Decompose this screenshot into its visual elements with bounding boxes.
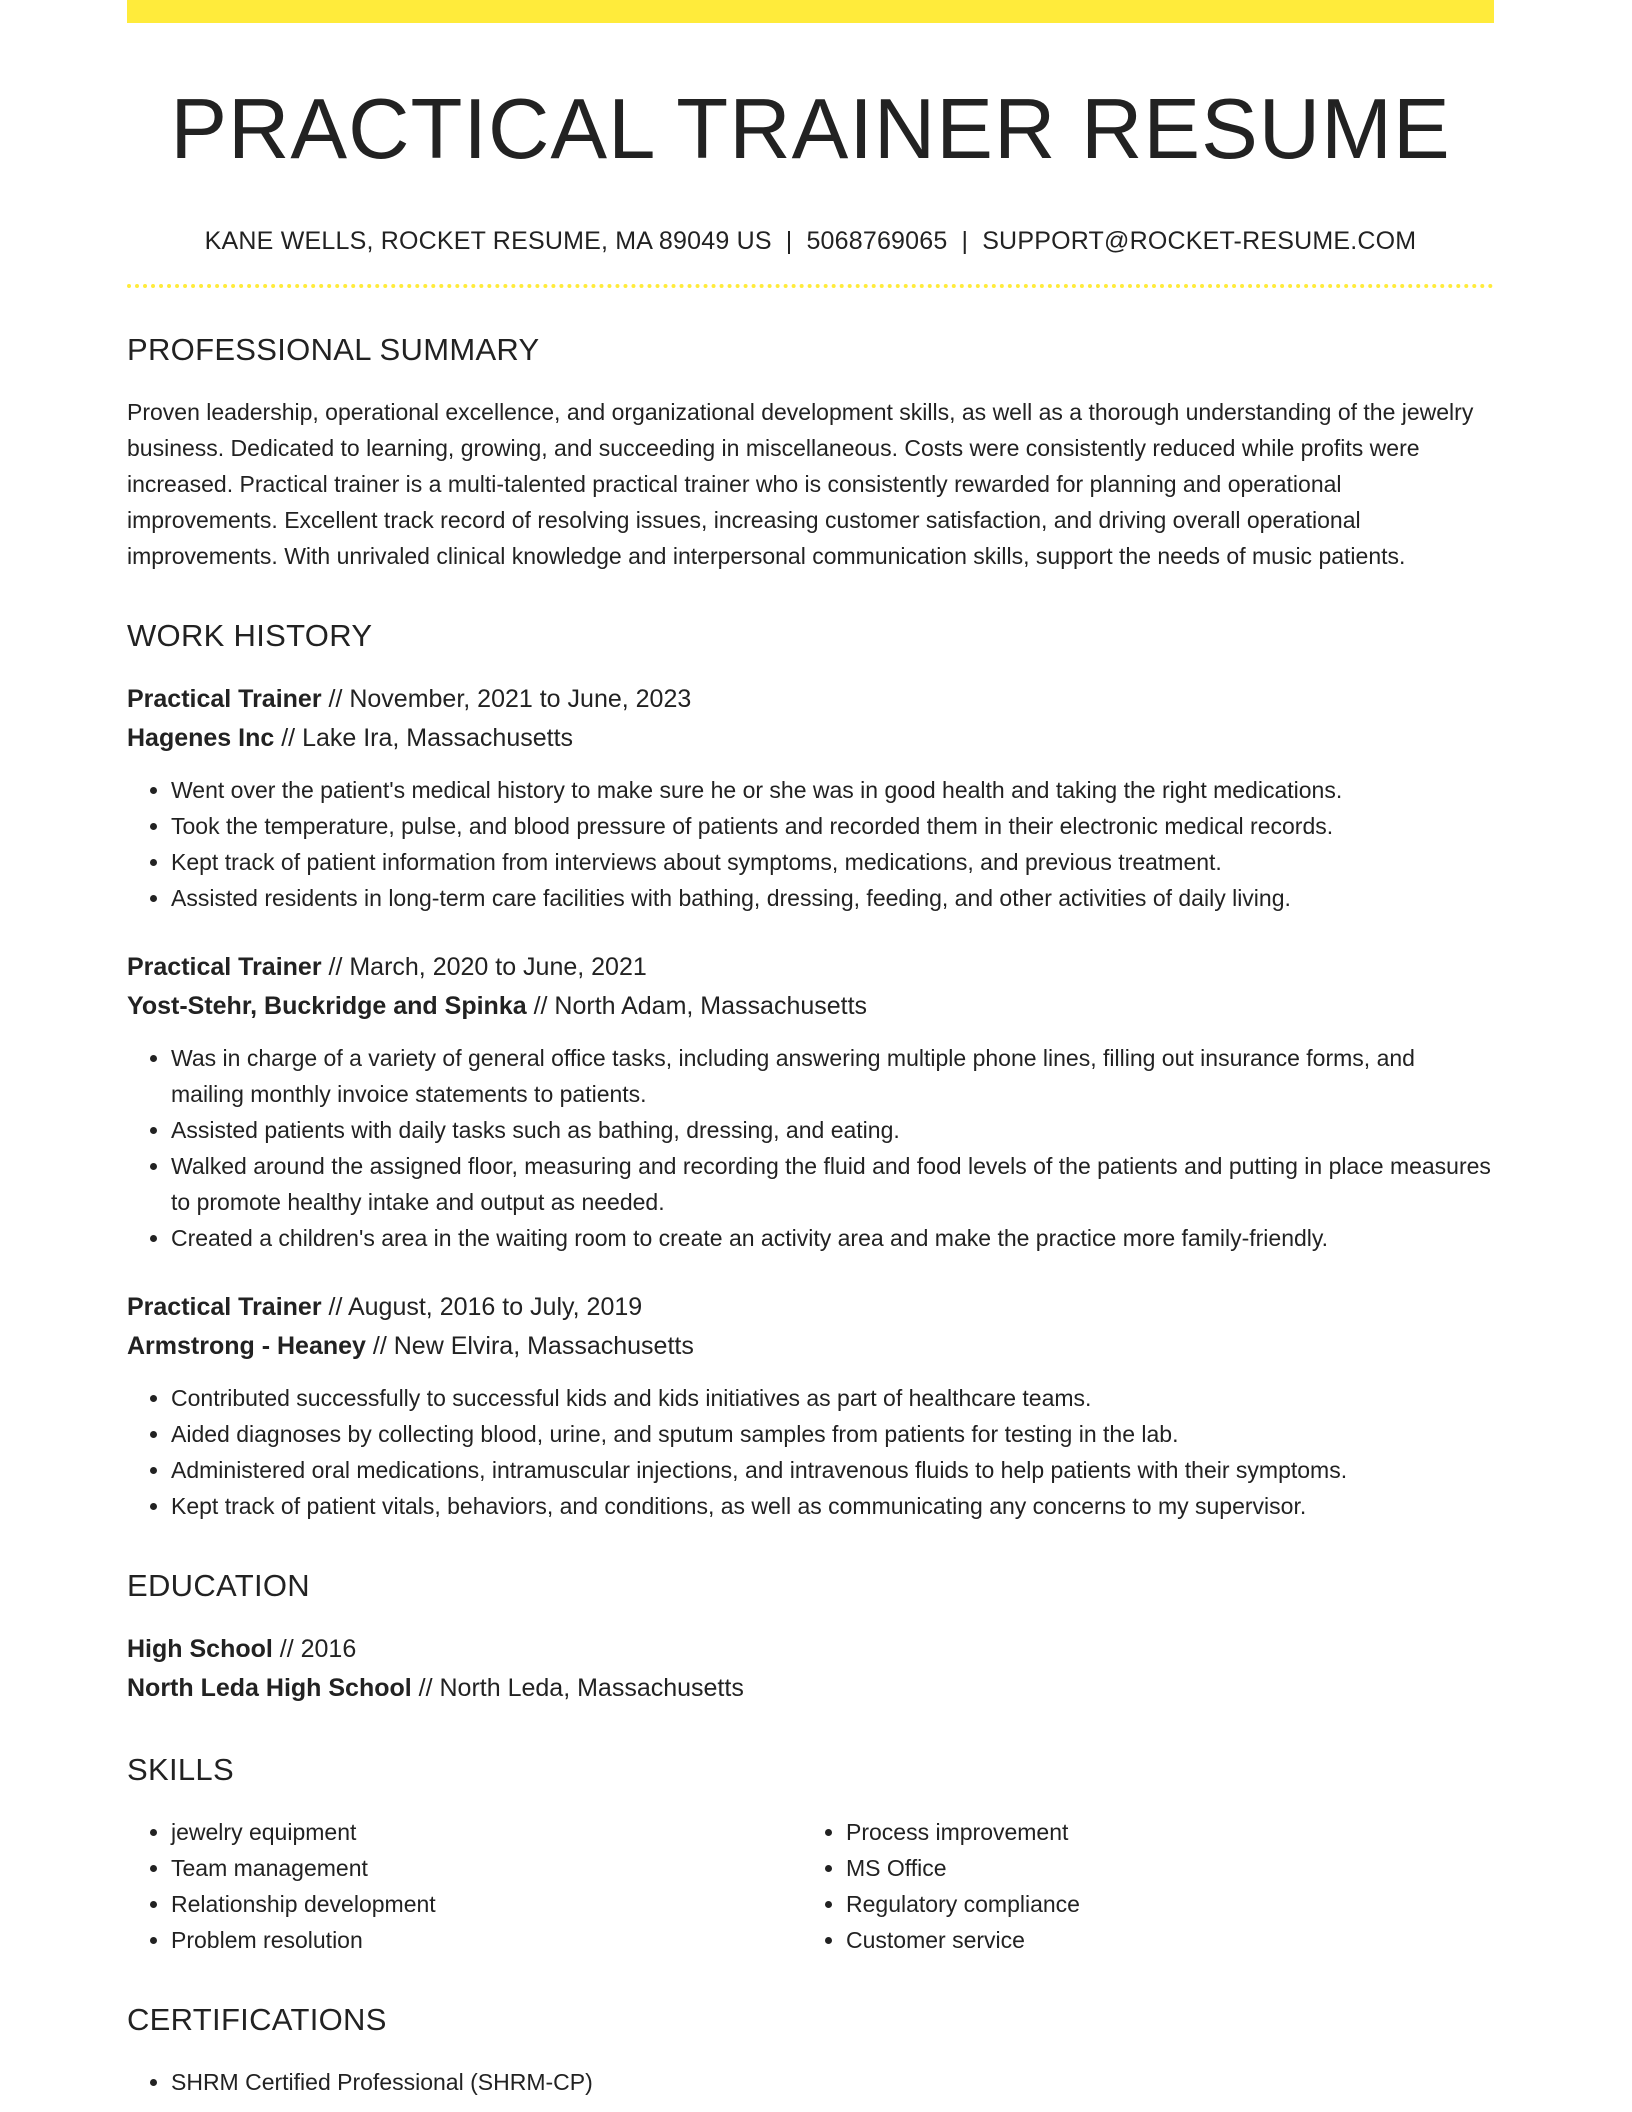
job-company: Armstrong - Heaney bbox=[127, 1331, 366, 1360]
job-company-line bbox=[127, 1327, 1494, 1366]
skill-item: • MS Office bbox=[846, 1850, 1477, 1886]
education-year: // 2016 bbox=[272, 1634, 357, 1663]
education-school-line bbox=[127, 1669, 1494, 1708]
job-bullets bbox=[127, 772, 1494, 916]
contact-separator: | bbox=[785, 226, 793, 255]
certifications-section bbox=[127, 2002, 1494, 2100]
work-history-section bbox=[127, 618, 1494, 1524]
job-title: Practical Trainer bbox=[127, 952, 322, 981]
skill-item: • Problem resolution bbox=[171, 1922, 802, 1958]
job-company-line bbox=[127, 719, 1494, 758]
resume-title: PRACTICAL TRAINER RESUME bbox=[170, 82, 1451, 177]
education-heading: EDUCATION bbox=[127, 1567, 310, 1603]
list-item: • Contributed successfully to successful kids and kids initiatives as part of healthcare teams. bbox=[171, 1380, 1494, 1416]
contact-separator: | bbox=[961, 226, 969, 255]
job-dates: // November, 2021 to June, 2023 bbox=[321, 684, 692, 713]
job-title-line bbox=[127, 680, 1494, 719]
certification-item: • SHRM Certified Professional (SHRM-CP) bbox=[171, 2064, 1494, 2100]
list-item: • Assisted residents in long-term care facilities with bathing, dressing, feeding, and other activities of daily living. bbox=[171, 880, 1494, 916]
skills-list-right bbox=[802, 1814, 1477, 1958]
job-bullets bbox=[127, 1040, 1494, 1256]
education-degree-line bbox=[127, 1630, 1494, 1669]
education-degree: High School bbox=[127, 1634, 273, 1663]
skills-list-left bbox=[127, 1814, 802, 1958]
skills-heading: SKILLS bbox=[127, 1751, 234, 1787]
education-location: // North Leda, Massachusetts bbox=[411, 1673, 744, 1702]
job-location: // New Elvira, Massachusetts bbox=[365, 1331, 694, 1360]
job-company: Hagenes Inc bbox=[127, 723, 275, 752]
summary-heading: PROFESSIONAL SUMMARY bbox=[127, 331, 540, 367]
job-bullets bbox=[127, 1380, 1494, 1524]
contact-line bbox=[127, 227, 1494, 256]
dotted-divider bbox=[127, 284, 1494, 288]
summary-text: Proven leadership, operational excellence, and organizational development skills, as well as a thorough understanding of the jewelry business. Dedicated to learning, growing, and succeeding in miscellaneous. Costs were consistently reduced while profits were increased. Practical trainer is a multi-talented practical trainer who is consistently rewarded for planning and operational improvements. Excellent track record of resolving issues, increasing customer satisfaction, and driving overall operational improvements. With unrivaled clinical knowledge and interpersonal communication skills, support the needs of music patients. bbox=[127, 398, 1474, 569]
skill-item: • jewelry equipment bbox=[171, 1814, 802, 1850]
summary-section bbox=[127, 332, 1494, 574]
skill-item: • Regulatory compliance bbox=[846, 1886, 1477, 1922]
top-accent-bar bbox=[127, 0, 1494, 23]
job-location: // North Adam, Massachusetts bbox=[526, 991, 868, 1020]
list-item: • Was in charge of a variety of general office tasks, including answering multiple phone lines, filling out insurance forms, and mailing monthly invoice statements to patients. bbox=[171, 1040, 1494, 1112]
job-entry bbox=[127, 680, 1494, 916]
job-dates: // March, 2020 to June, 2021 bbox=[321, 952, 647, 981]
skill-item: • Process improvement bbox=[846, 1814, 1477, 1850]
job-dates: // August, 2016 to July, 2019 bbox=[321, 1292, 643, 1321]
contact-address: KANE WELLS, ROCKET RESUME, MA 89049 US bbox=[204, 226, 772, 255]
list-item: • Took the temperature, pulse, and blood pressure of patients and recorded them in their electronic medical records. bbox=[171, 808, 1494, 844]
skill-item: • Customer service bbox=[846, 1922, 1477, 1958]
skills-section bbox=[127, 1752, 1494, 1958]
job-title-line bbox=[127, 948, 1494, 987]
contact-phone: 5068769065 bbox=[806, 226, 948, 255]
list-item: • Walked around the assigned floor, measuring and recording the fluid and food levels of the patients and putting in place measures to promote healthy intake and output as needed. bbox=[171, 1148, 1494, 1220]
list-item: • Kept track of patient vitals, behaviors, and conditions, as well as communicating any concerns to my supervisor. bbox=[171, 1488, 1494, 1524]
list-item: • Kept track of patient information from interviews about symptoms, medications, and previous treatment. bbox=[171, 844, 1494, 880]
certifications-heading: CERTIFICATIONS bbox=[127, 2001, 387, 2037]
skill-item: • Team management bbox=[171, 1850, 802, 1886]
job-title: Practical Trainer bbox=[127, 1292, 322, 1321]
job-company-line bbox=[127, 987, 1494, 1026]
education-school: North Leda High School bbox=[127, 1673, 412, 1702]
certifications-list bbox=[127, 2064, 1494, 2100]
skills-grid bbox=[127, 1814, 1494, 1958]
skill-item: • Relationship development bbox=[171, 1886, 802, 1922]
job-entry bbox=[127, 948, 1494, 1256]
education-section bbox=[127, 1568, 1494, 1708]
work-history-heading: WORK HISTORY bbox=[127, 617, 373, 653]
contact-email: SUPPORT@ROCKET-RESUME.COM bbox=[982, 226, 1417, 255]
job-location: // Lake Ira, Massachusetts bbox=[274, 723, 574, 752]
list-item: • Went over the patient's medical history to make sure he or she was in good health and taking the right medications. bbox=[171, 772, 1494, 808]
job-title-line bbox=[127, 1288, 1494, 1327]
job-entry bbox=[127, 1288, 1494, 1524]
list-item: • Administered oral medications, intramuscular injections, and intravenous fluids to help patients with their symptoms. bbox=[171, 1452, 1494, 1488]
resume-page bbox=[127, 0, 1494, 2100]
job-title: Practical Trainer bbox=[127, 684, 322, 713]
list-item: • Created a children's area in the waiting room to create an activity area and make the practice more family-friendly. bbox=[171, 1220, 1494, 1256]
job-company: Yost-Stehr, Buckridge and Spinka bbox=[127, 991, 527, 1020]
list-item: • Assisted patients with daily tasks such as bathing, dressing, and eating. bbox=[171, 1112, 1494, 1148]
list-item: • Aided diagnoses by collecting blood, urine, and sputum samples from patients for testing in the lab. bbox=[171, 1416, 1494, 1452]
